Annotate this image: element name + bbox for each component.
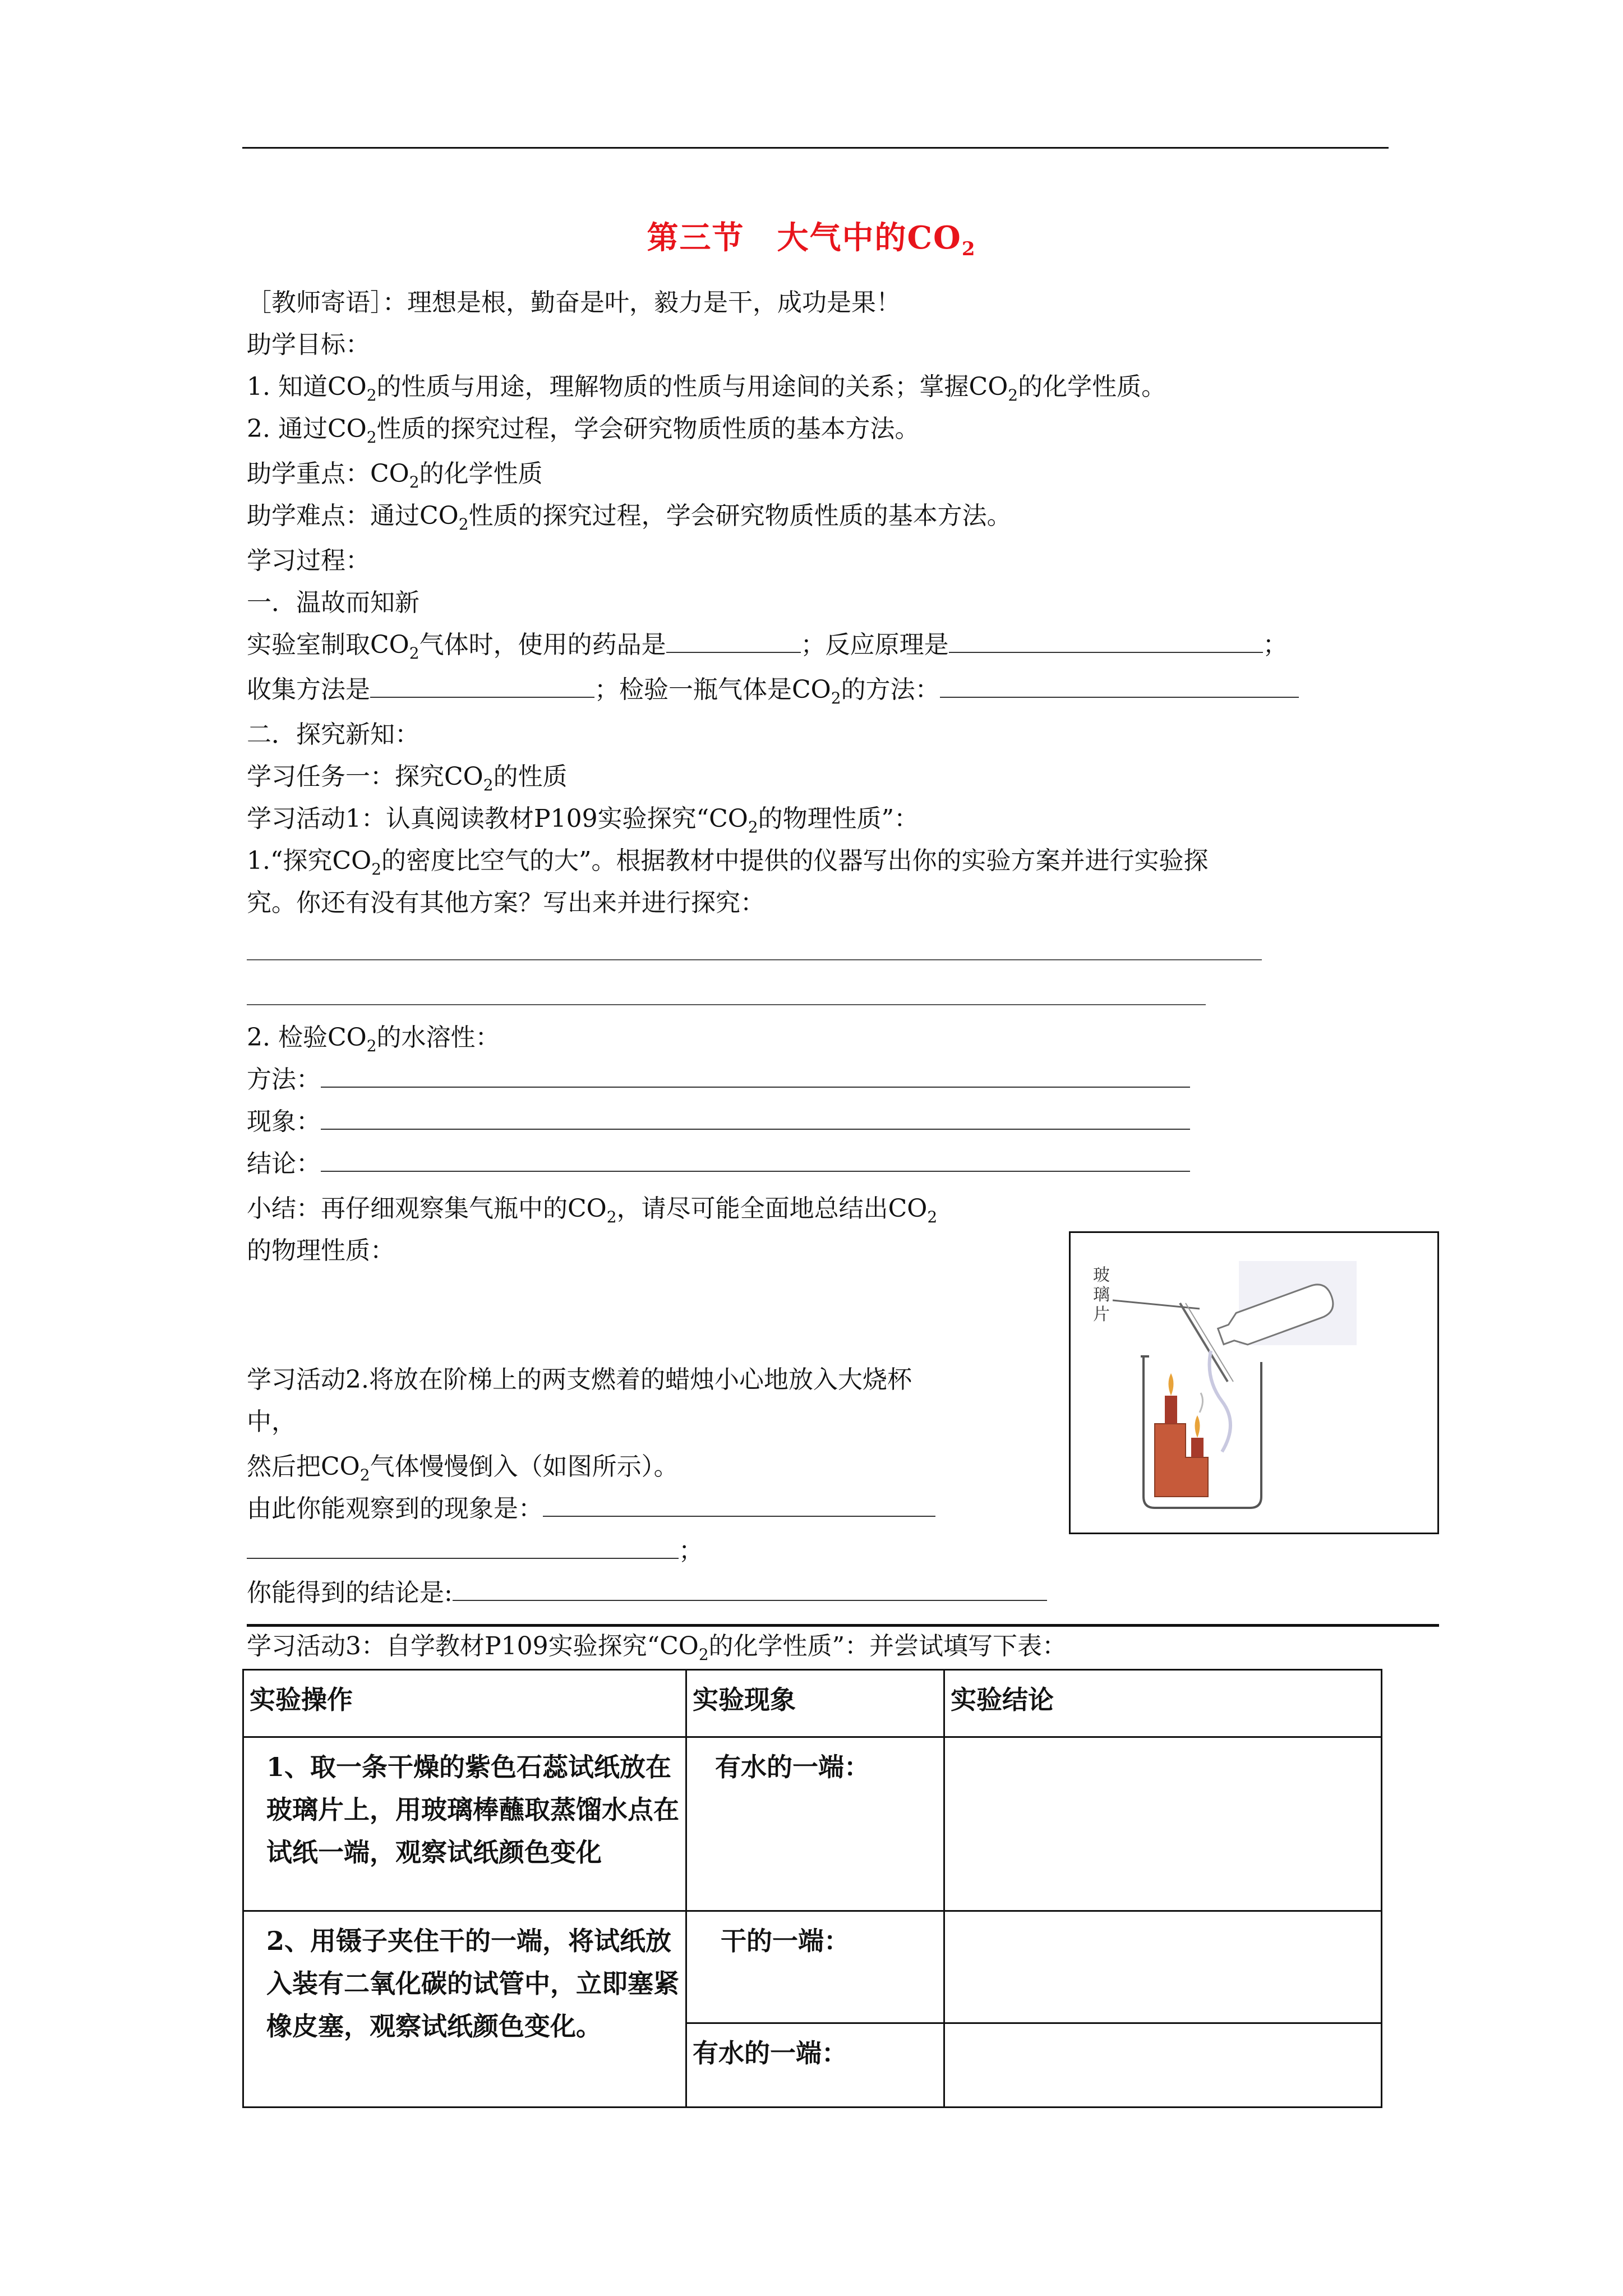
header-conclusion: 实验结论 <box>944 1670 1382 1737</box>
review-line-1: 实验室制取$CO_2$气体时，使用的药品是 ；反应原理是 ； <box>247 631 1288 662</box>
lower-flame <box>1195 1415 1200 1438</box>
answer-blank[interactable] <box>666 629 801 653</box>
answer-blank[interactable] <box>453 1577 1047 1601</box>
conclusion-cell[interactable] <box>944 1737 1382 1911</box>
table-row <box>243 1737 1382 1911</box>
lower-candle <box>1191 1438 1204 1457</box>
operation-cell: 1、取一条干燥的紫色石蕊试纸放在玻璃片上，用玻璃棒蘸取蒸馏水点在试纸一端，观察试纸颜色变化 <box>243 1737 686 1911</box>
explore-heading: 二．探究新知： <box>247 720 419 749</box>
upper-candle <box>1165 1396 1177 1424</box>
phenomenon-line: 现象： <box>247 1105 1190 1139</box>
goal-2: 2. 通过$CO_2$性质的探究过程，学会研究物质性质的基本方法。 <box>247 415 920 447</box>
upper-flame <box>1169 1373 1174 1396</box>
experiment-figure <box>1069 1231 1439 1534</box>
phenomenon-cell[interactable]: 有水的一端： <box>686 2023 944 2108</box>
activity-2-cont: 中， <box>247 1407 296 1436</box>
observe-line-2: ； <box>247 1534 703 1568</box>
key-point: 助学重点：$CO_2$的化学性质 <box>247 459 543 491</box>
activity-2: 学习活动2.将放在阶梯上的两支燃着的蜡烛小心地放入大烧杯 <box>247 1365 912 1394</box>
activity-1: 学习活动1：认真阅读教材P109实验探究“$CO_2$的物理性质”： <box>247 804 919 836</box>
question-1: 1.“探究$CO_2$的密度比空气的大”。根据教材中提供的仪器写出你的实验方案并进行实验探 <box>247 846 1209 878</box>
answer-line[interactable] <box>247 959 1262 960</box>
answer-blank[interactable] <box>940 674 1299 698</box>
conclude-line: 你能得到的结论是: <box>247 1576 1047 1610</box>
table-header-row <box>243 1670 1382 1737</box>
answer-blank[interactable] <box>247 1535 679 1559</box>
answer-blank[interactable] <box>321 1106 1190 1130</box>
activity-3: 学习活动3：自学教材P109实验探究“$CO_2$的化学性质”：并尝试填写下表： <box>247 1632 1067 1664</box>
co2-stream <box>1210 1351 1231 1452</box>
phenomenon-cell[interactable]: 有水的一端： <box>686 1737 944 1911</box>
header-rule <box>242 147 1389 149</box>
goals-heading: 助学目标： <box>247 330 370 359</box>
answer-blank[interactable] <box>370 674 594 698</box>
review-heading: 一．温故而知新 <box>247 588 419 617</box>
summary-cont: 的物理性质： <box>247 1236 395 1265</box>
question-2: 2. 检验$CO_2$的水溶性： <box>247 1023 500 1055</box>
conclusion-line: 结论： <box>247 1147 1190 1181</box>
phenomenon-cell[interactable]: 干的一端： <box>686 1911 944 2023</box>
process-heading: 学习过程： <box>247 546 370 575</box>
answer-line[interactable] <box>247 1004 1206 1005</box>
review-line-2: 收集方法是 ；检验一瓶气体是$CO_2$的方法： <box>247 673 1299 715</box>
candle-beaker-illustration <box>1071 1233 1437 1533</box>
task-1: 学习任务一：探究$CO_2$的性质 <box>247 762 568 794</box>
answer-blank[interactable] <box>321 1064 1190 1088</box>
step-block <box>1155 1424 1208 1497</box>
question-1-cont: 究。你还有没有其他方案？写出来并进行探究： <box>247 889 765 917</box>
conclusion-cell[interactable] <box>944 2023 1382 2108</box>
teacher-motto: ［教师寄语］：理想是根，勤奋是叶，毅力是干，成功是果！ <box>247 288 901 317</box>
smoke-wisp <box>1200 1393 1203 1412</box>
header-phenomenon: 实验现象 <box>686 1670 944 1737</box>
summary: 小结：再仔细观察集气瓶中的$CO_2$，请尽可能全面地总结出$CO_2$ <box>247 1194 938 1226</box>
difficulty: 助学难点：通过$CO_2$性质的探究过程，学会研究物质性质的基本方法。 <box>247 501 1012 533</box>
section-separator <box>247 1624 1439 1627</box>
answer-blank[interactable] <box>949 629 1263 653</box>
operation-cell: 2、用镊子夹住干的一端，将试纸放入装有二氧化碳的试管中，立即塞紧橡皮塞，观察试纸颜色变化。 <box>243 1911 686 2108</box>
header-operation: 实验操作 <box>243 1670 686 1737</box>
answer-blank[interactable] <box>321 1148 1190 1172</box>
glass-plate-label-2: 璃 <box>1093 1285 1110 1305</box>
page-title: 第三节 大气中的$CO_2$ <box>647 219 976 261</box>
experiment-table <box>242 1669 1382 2108</box>
glass-plate-label-1: 玻 <box>1093 1266 1110 1285</box>
activity-2-pour: 然后把$CO_2$气体慢慢倒入（如图所示）。 <box>247 1452 679 1484</box>
conclusion-cell[interactable] <box>944 1911 1382 2023</box>
goal-1: 1. 知道$CO_2$的性质与用途，理解物质的性质与用途间的关系；掌握$CO_2$的化学性质。 <box>247 372 1166 404</box>
method-line: 方法： <box>247 1063 1190 1097</box>
glass-plate-label-3: 片 <box>1093 1305 1110 1324</box>
answer-blank[interactable] <box>543 1493 935 1517</box>
observe-line: 由此你能观察到的现象是： <box>247 1492 935 1526</box>
table-row <box>243 1911 1382 2023</box>
glass-plate <box>1180 1303 1228 1382</box>
